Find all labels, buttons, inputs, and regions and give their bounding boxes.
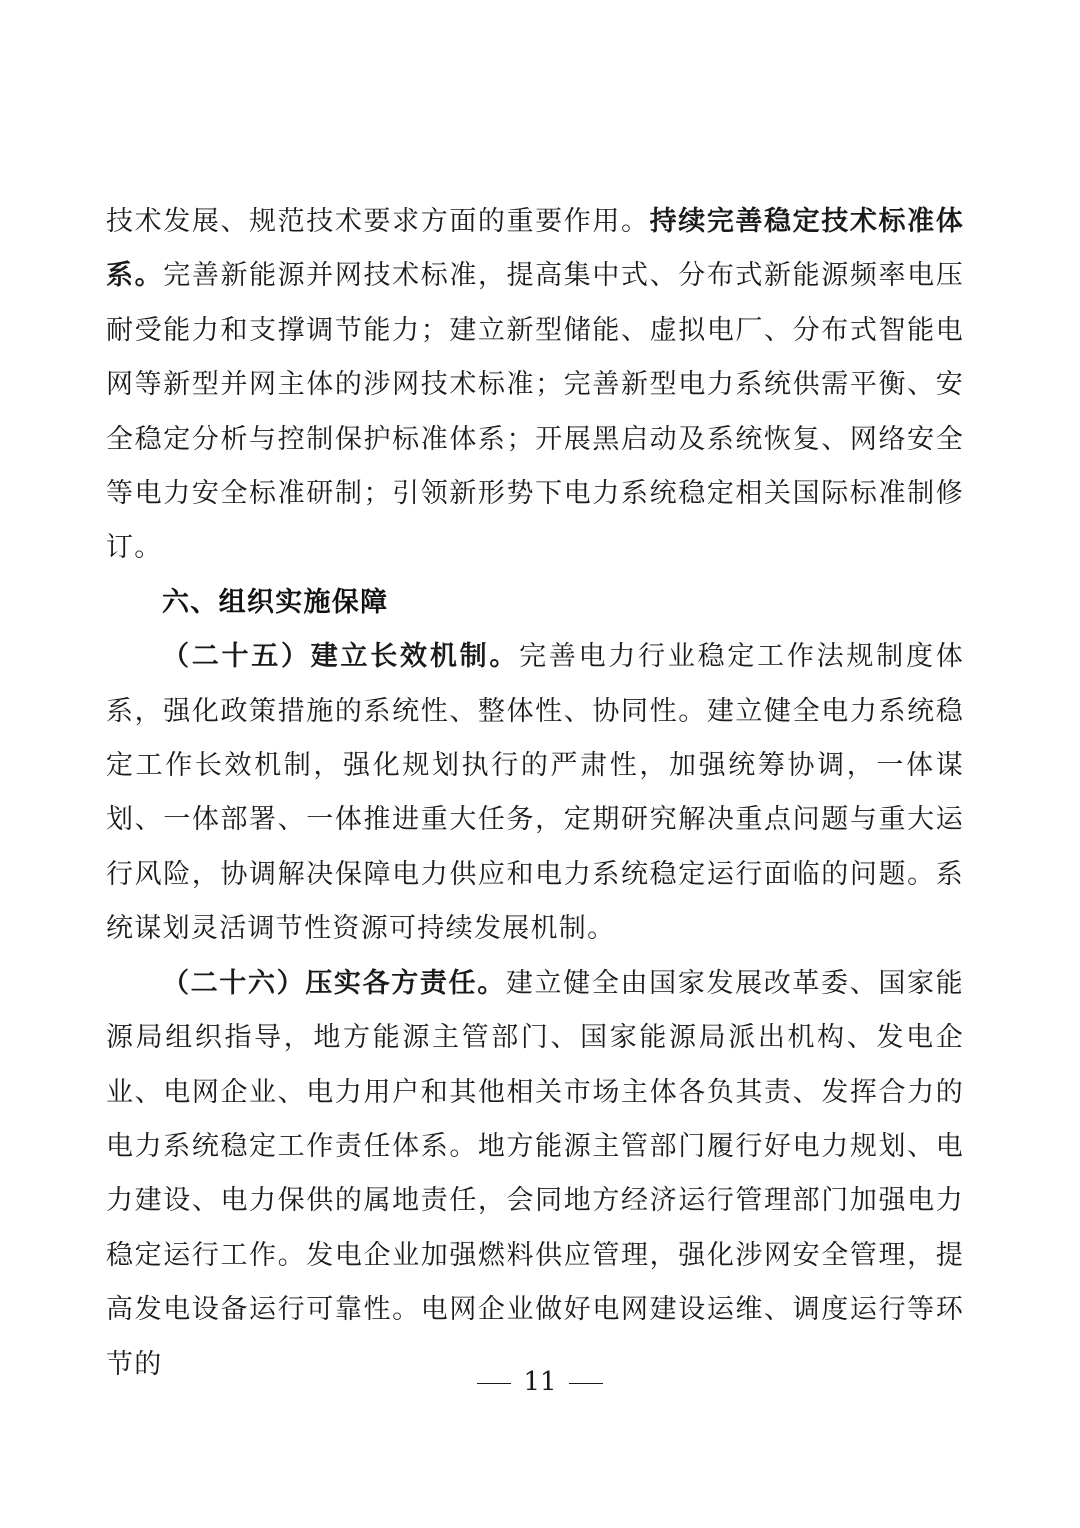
- paragraph-standards-text-b: 完善新能源并网技术标准，提高集中式、分布式新能源频率电压耐受能力和支撑调节能力；建立新型储能、虚拟电厂、分布式智能电网等新型并网主体的涉网技术标准；完善新型电力系统供需平衡、安全稳定分析与控制保护标准体系；开展黑启动及系统恢复、网络安全等电力安全标准研制；引领新形势下电力系统稳定相关国际标准制修订。: [106, 260, 964, 564]
- page-number: [0, 1364, 1080, 1400]
- paragraph-responsibilities-bold: （二十六）压实各方责任。: [162, 967, 506, 999]
- section-heading: 六、组织实施保障: [162, 586, 389, 618]
- paragraph-long-term-mechanism-bold: （二十五）建立长效机制。: [162, 641, 520, 673]
- page-number-value: 11: [523, 1367, 557, 1397]
- paragraph-responsibilities: [106, 957, 964, 1392]
- paragraph-responsibilities-text: 建立健全由国家发展改革委、国家能源局组织指导，地方能源主管部门、国家能源局派出机构、发电企业、电网企业、电力用户和其他相关市场主体各负其责、发挥合力的电力系统稳定工作责任体系。地方能源主管部门履行好电力规划、电力建设、电力保供的属地责任，会同地方经济运行管理部门加强电力稳定运行工作。发电企业加强燃料供应管理，强化涉网安全管理，提高发电设备运行可靠性。电网企业做好电网建设运维、调度运行等环节的: [106, 967, 964, 1380]
- paragraph-standards-text-a: 技术发展、规范技术要求方面的重要作用。: [106, 206, 650, 237]
- paragraph-long-term-mechanism: [106, 630, 964, 956]
- document-body: [106, 195, 964, 1392]
- paragraph-standards: [106, 195, 964, 576]
- paragraph-long-term-mechanism-text: 完善电力行业稳定工作法规制度体系，强化政策措施的系统性、整体性、协同性。建立健全电力系统稳定工作长效机制，强化规划执行的严肃性，加强统筹协调，一体谋划、一体部署、一体推进重大任务，定期研究解决重点问题与重大运行风险，协调解决保障电力供应和电力系统稳定运行面临的问题。系统谋划灵活调节性资源可持续发展机制。: [106, 641, 964, 945]
- page-number-left-dash: [477, 1383, 511, 1384]
- paragraph-standards-bold: 持续完善稳定技术标准体系。: [106, 206, 964, 292]
- page-number-right-dash: [569, 1383, 603, 1384]
